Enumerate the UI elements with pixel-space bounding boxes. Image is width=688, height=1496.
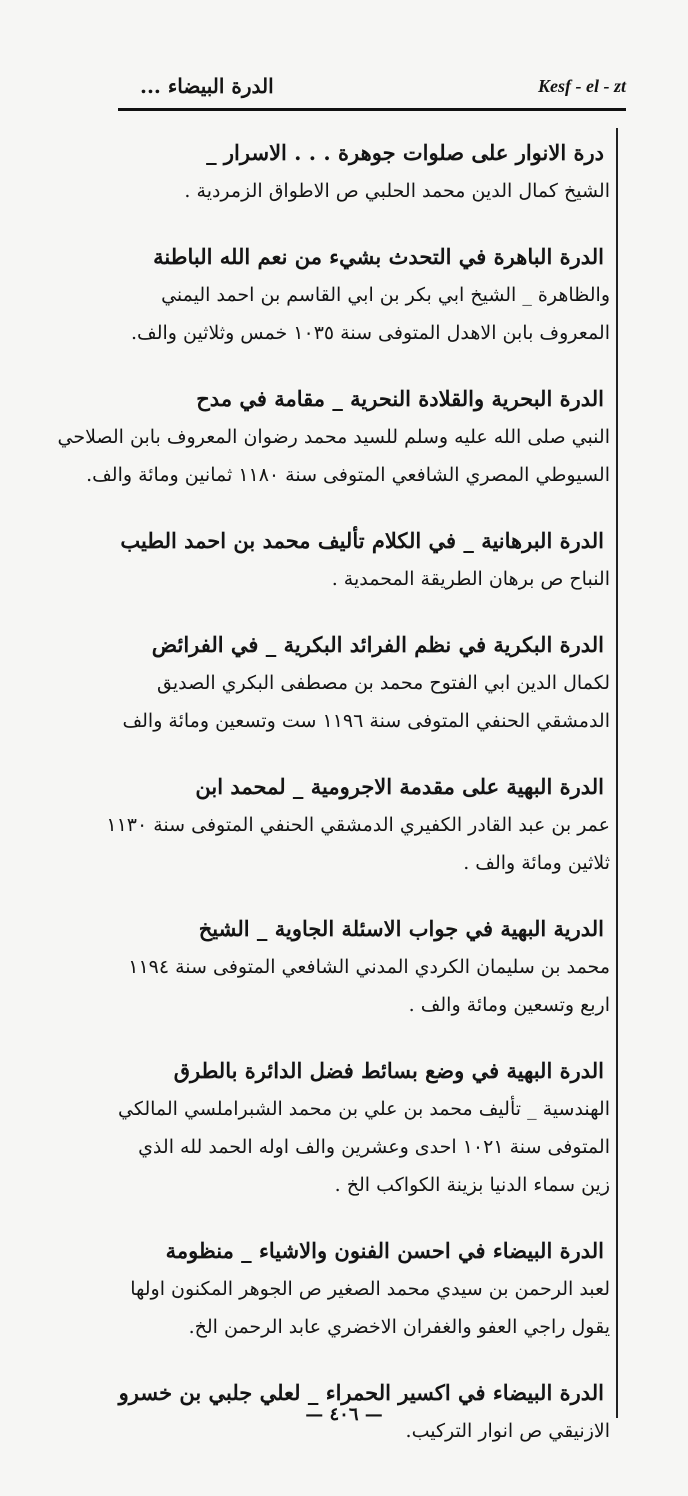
entry-text-line: زين سماء الدنيا بزينة الكواكب الخ .	[334, 1174, 610, 1196]
entry-text-line: المتوفى سنة ١٠٢١ احدى وعشرين والف اوله الحمد لله الذي	[138, 1136, 610, 1158]
bibliography-entry	[57, 380, 610, 494]
entry-text-line: اربع وتسعين ومائة والف .	[408, 994, 610, 1016]
entry-text-line: ثلاثين ومائة والف .	[463, 852, 610, 874]
entry-title-line: درة الانوار على صلوات جوهرة . . . الاسرار _	[206, 140, 604, 165]
entry-title-line: الدرة البيضاء في احسن الفنون والاشياء _ منظومة	[165, 1238, 604, 1263]
entry-text-line: السيوطي المصري الشافعي المتوفى سنة ١١٨٠ ثمانين ومائة والف.	[86, 464, 610, 486]
entry-text-line: الازنيقي ص انوار التركيب.	[405, 1420, 610, 1442]
entry-title-line: الدرة البيضاء في اكسير الحمراء _ لعلي جلبي بن خسرو	[118, 1380, 604, 1405]
entry-text-line: لكمال الدين ابي الفتوح محمد بن مصطفى البكري الصديق	[156, 672, 610, 694]
entry-title-line: الدرة البرهانية _ في الكلام تأليف محمد بن احمد الطيب	[120, 528, 604, 553]
entry-title-line: الدرة البهية على مقدمة الاجرومية _ لمحمد ابن	[195, 774, 604, 799]
entry-text-line: لعبد الرحمن بن سيدي محمد الصغير ص الجوهر المكنون اولها	[130, 1278, 610, 1300]
entry-title-line: الدرة البحرية والقلادة النحرية _ مقامة في مدح	[196, 386, 604, 411]
bibliography-entry	[106, 768, 610, 882]
entry-text-line: والظاهرة _ الشيخ ابي بكر بن ابي القاسم بن احمد اليمني	[161, 284, 610, 306]
entry-text-line: الشيخ كمال الدين محمد الحلبي ص الاطواق الزمردية .	[184, 180, 610, 202]
bibliography-entry	[128, 910, 610, 1024]
entry-title-line: الدرة البهية في وضع بسائط فضل الدائرة بالطرق	[173, 1058, 604, 1083]
bibliography-entry	[118, 1052, 610, 1204]
bibliography-entry	[128, 134, 610, 210]
margin-rule	[616, 128, 618, 1418]
entry-title-line: الدرية البهية في جواب الاسئلة الجاوية _ الشيخ	[198, 916, 604, 941]
page-header	[118, 70, 626, 110]
header-rule	[118, 108, 626, 111]
page-number: — ٤٠٦ —	[305, 1404, 383, 1425]
entries-column	[57, 134, 610, 1478]
entry-text-line: محمد بن سليمان الكردي المدني الشافعي المتوفى سنة ١١٩٤	[128, 956, 610, 978]
bibliography-entry	[122, 626, 610, 740]
entry-text-line: الدمشقي الحنفي المتوفى سنة ١١٩٦ ست وتسعين ومائة والف	[122, 710, 610, 732]
entry-text-line: النبي صلى الله عليه وسلم للسيد محمد رضوان المعروف بابن الصلاحي	[57, 426, 610, 448]
running-title: الدرة البيضاء ...	[140, 74, 274, 98]
entry-text-line: المعروف بابن الاهدل المتوفى سنة ١٠٣٥ خمس وثلاثين والف.	[130, 322, 610, 344]
bibliography-entry	[128, 238, 610, 352]
entry-title-line: الدرة الباهرة في التحدث بشيء من نعم الله الباطنة	[153, 244, 604, 269]
entry-text-line: النباح ص برهان الطريقة المحمدية .	[331, 568, 610, 590]
entry-text-line: الهندسية _ تأليف محمد بن علي بن محمد الشبراملسي المالكي	[118, 1098, 610, 1120]
entry-text-line: يقول راجي العفو والغفران الاخضري عابد الرحمن الخ.	[188, 1316, 610, 1338]
entry-text-line: عمر بن عبد القادر الكفيري الدمشقي الحنفي المتوفى سنة ١١٣٠	[106, 814, 610, 836]
bibliography-entry	[120, 522, 610, 598]
bibliography-entry	[128, 1232, 610, 1346]
entry-title-line: الدرة البكرية في نظم الفرائد البكرية _ في الفرائض	[151, 632, 604, 657]
letter-range: Kesf - el - zt	[538, 76, 626, 96]
